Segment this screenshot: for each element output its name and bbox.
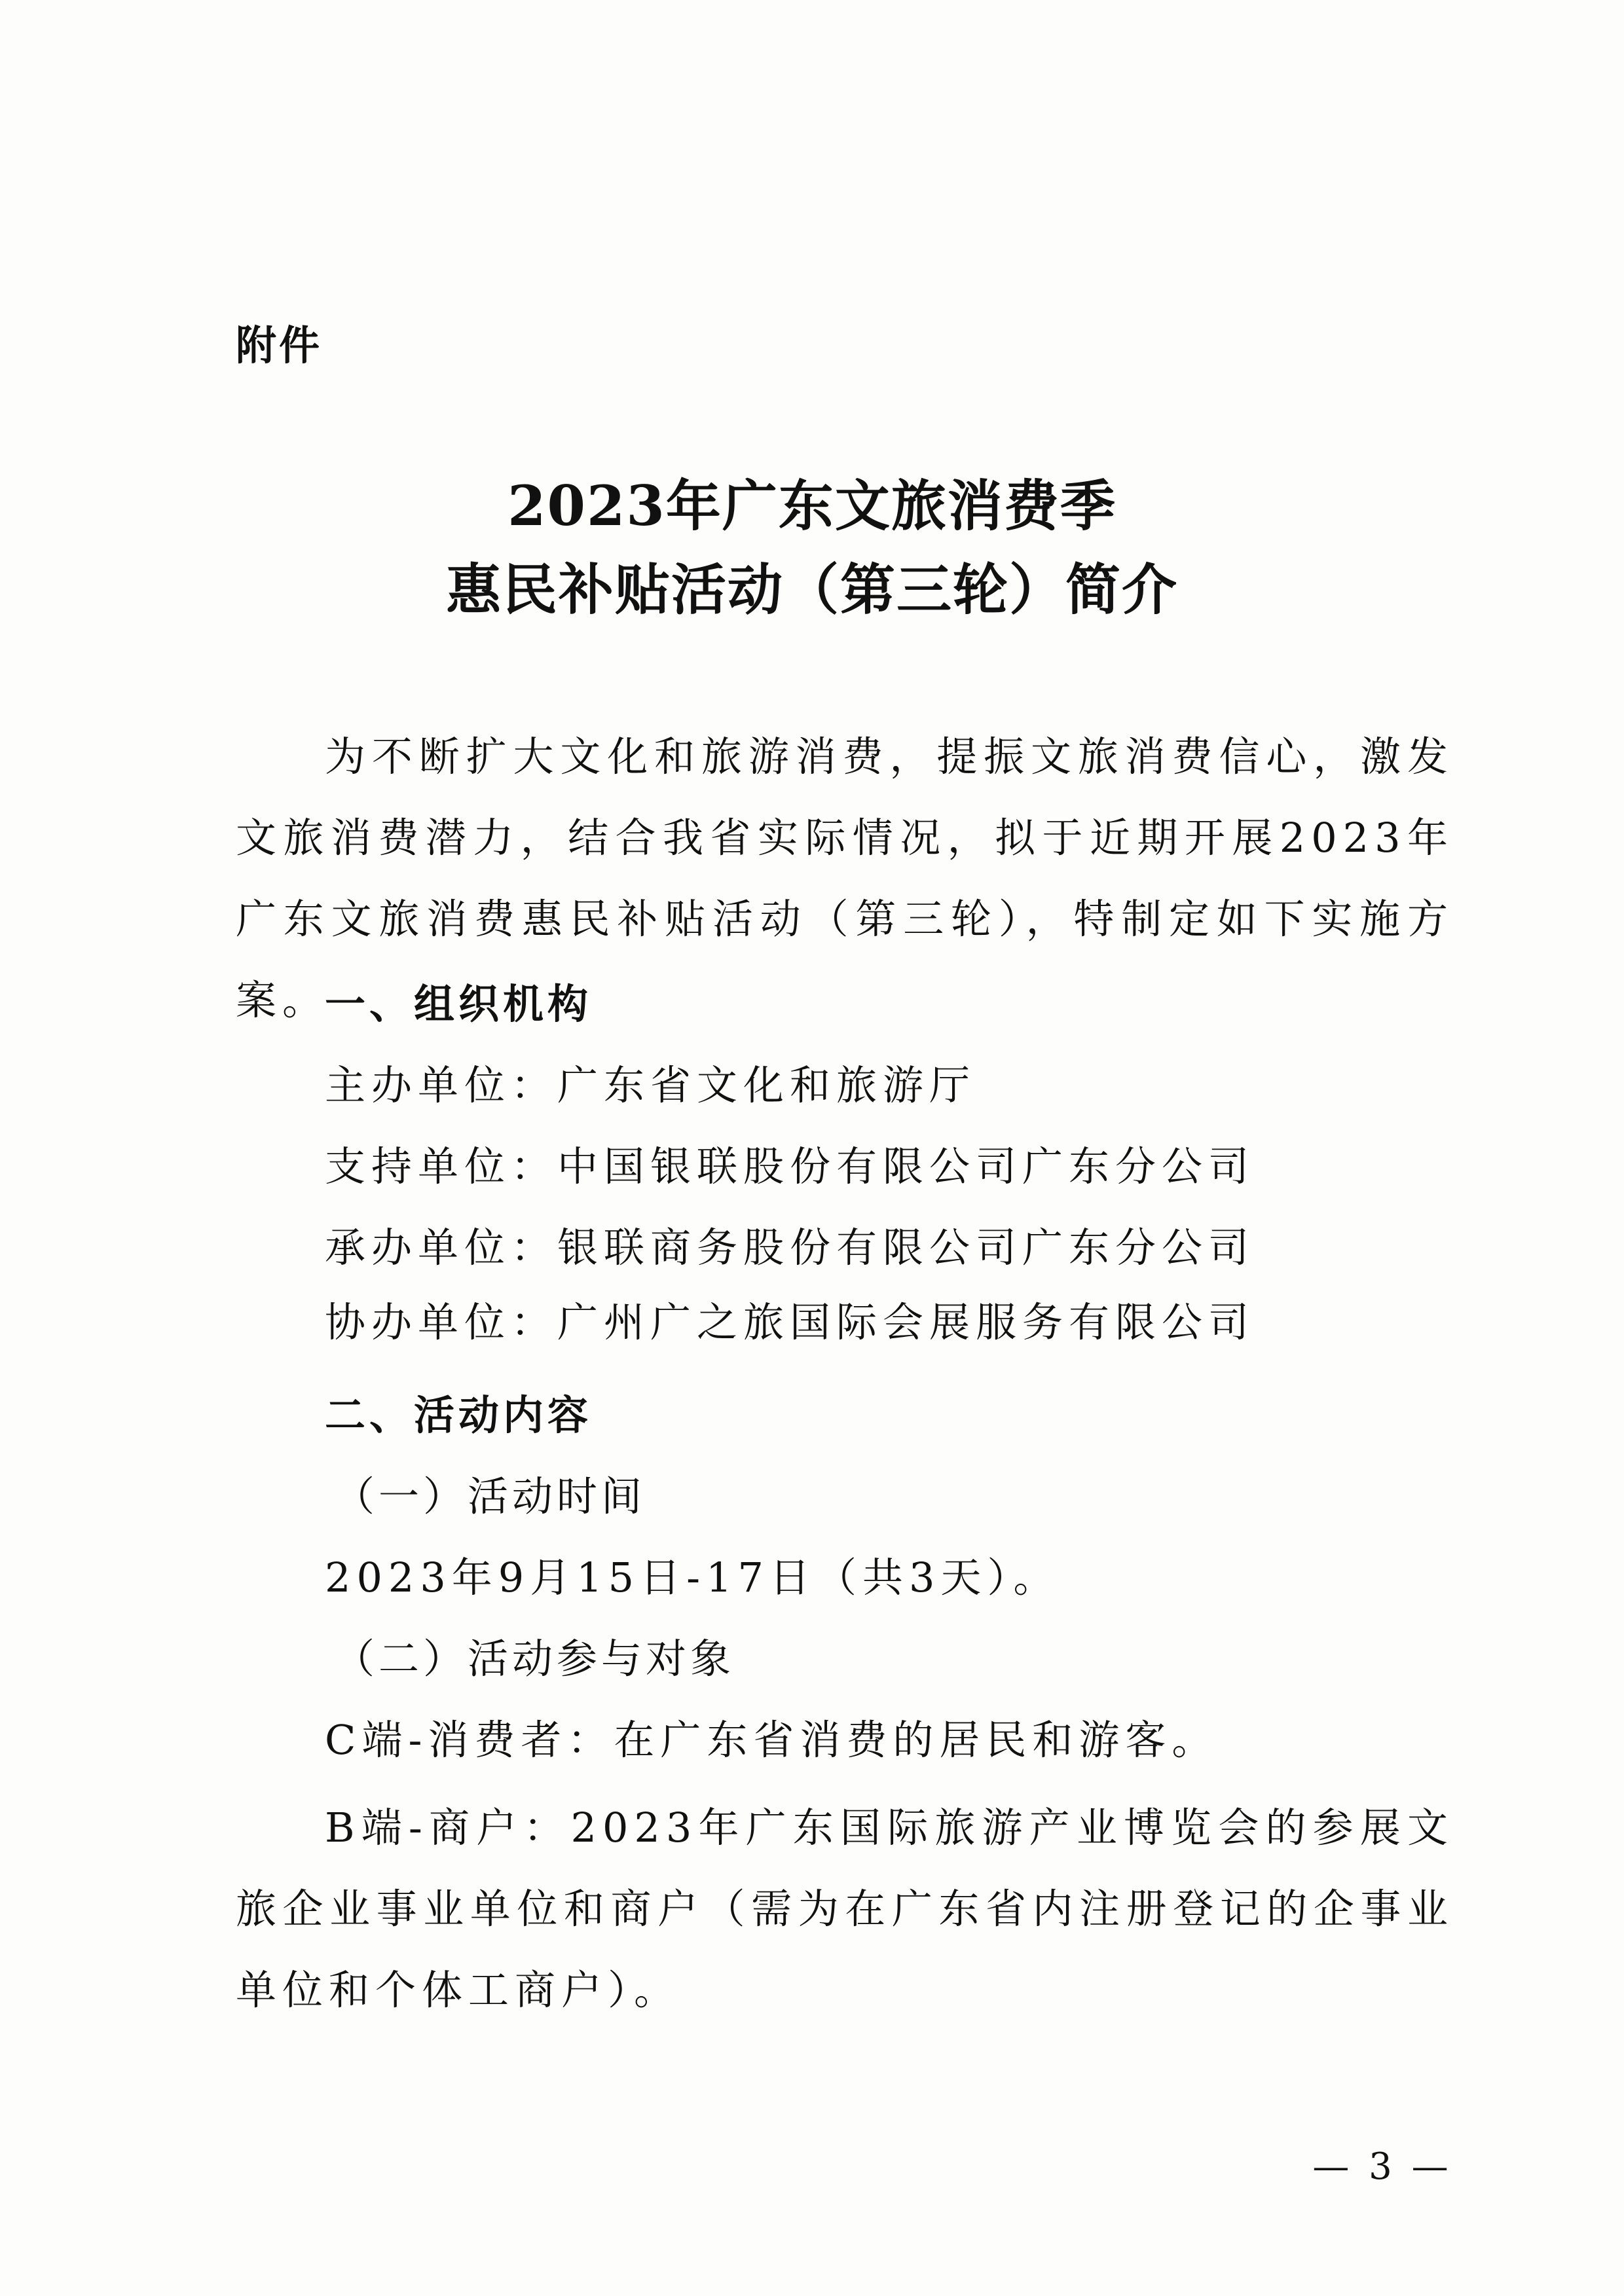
document-title-line-2: 惠民补贴活动（第三轮）简介 bbox=[445, 557, 1178, 622]
page-number: — 3 — bbox=[1312, 2145, 1452, 2188]
attachment-label: 附件 bbox=[236, 321, 323, 369]
b-side-merchant-paragraph: B端-商户：2023年广东国际旅游产业博览会的参展文旅企业事业单位和商户（需为在广东省内注册登记的企事业单位和个体工商户）。 bbox=[236, 1804, 1454, 2014]
supporter-line: 支持单位：中国银联股份有限公司广东分公司 bbox=[325, 1142, 1255, 1190]
section-heading-organization: 一、组织机构 bbox=[325, 980, 593, 1028]
document-title-line-1: 2023年广东文旅消费季 bbox=[507, 473, 1116, 538]
subheading-participants: （二）活动参与对象 bbox=[334, 1635, 735, 1683]
intro-paragraph: 为不断扩大文化和旅游消费，提振文旅消费信心，激发文旅消费潜力，结合我省实际情况，拟于近期开展2023年广东文旅消费惠民补贴活动（第三轮），特制定如下实施方案。 bbox=[236, 733, 1454, 1024]
co-organizer-line: 协办单位：广州广之旅国际会展服务有限公司 bbox=[325, 1298, 1255, 1346]
organizer-line: 主办单位：广东省文化和旅游厅 bbox=[325, 1061, 976, 1109]
c-side-consumer-text: C端-消费者：在广东省消费的居民和游客。 bbox=[325, 1716, 1219, 1764]
undertaker-line: 承办单位：银联商务股份有限公司广东分公司 bbox=[325, 1224, 1255, 1271]
subheading-activity-time: （一）活动时间 bbox=[334, 1472, 646, 1520]
section-heading-content: 二、活动内容 bbox=[325, 1391, 593, 1439]
activity-time-text: 2023年9月15日-17日（共3天）。 bbox=[325, 1554, 1060, 1601]
